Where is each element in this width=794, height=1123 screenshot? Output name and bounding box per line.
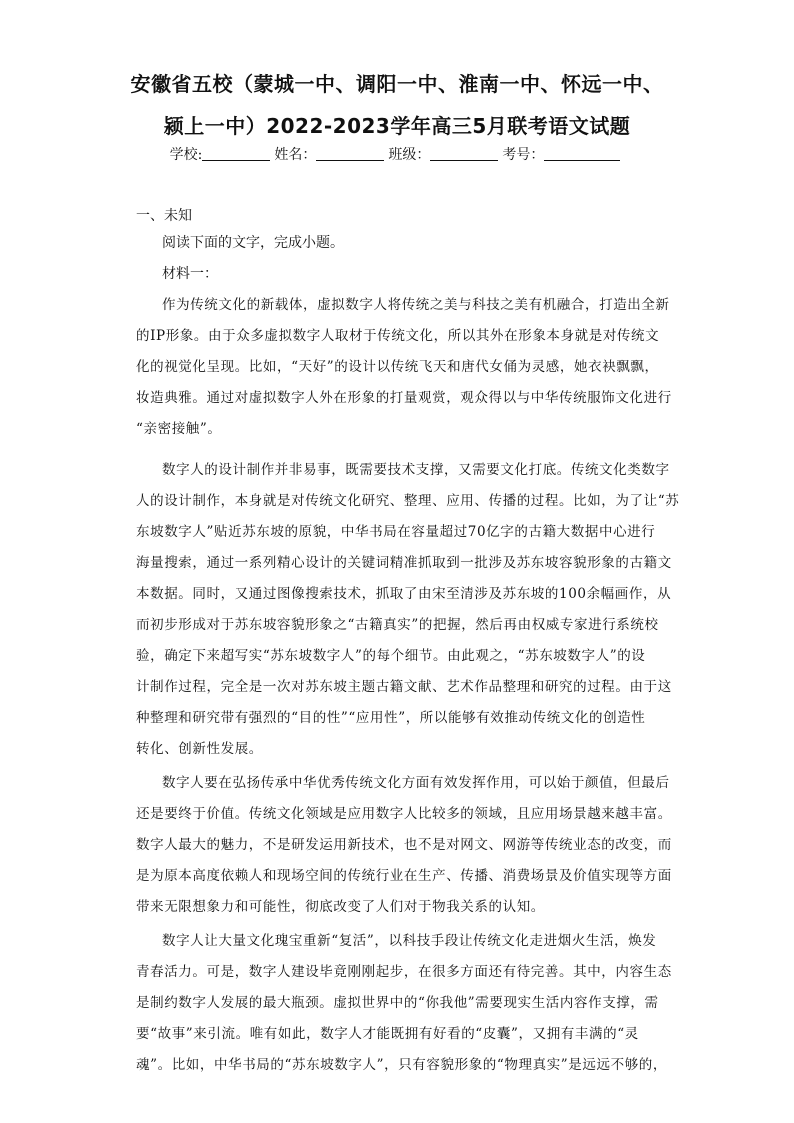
passage-line: 验，确定下来超写实“苏东坡数字人”的每个细节。由此观之，“苏东坡数字人”的设 xyxy=(136,648,646,664)
exam-no-label: 考号： xyxy=(502,147,545,163)
passage-line: 种整理和研究带有强烈的“目的性”“应用性”，所以能够有效推动传统文化的创造性 xyxy=(136,710,646,726)
passage-line: 数字人要在弘扬传承中华优秀传统文化方面有效发挥作用，可以始于颜值，但最后 xyxy=(162,775,670,791)
name-label: 姓名： xyxy=(274,147,317,163)
passage-line: 是制约数字人发展的最大瓶颈。虚拟世界中的“你我他”需要现实生活内容作支撑，需 xyxy=(136,995,659,1011)
passage-line: 而初步形成对于苏东坡容貌形象之“古籍真实”的把握，然后再由权威专家进行系统校 xyxy=(136,617,659,633)
passage-line: 作为传统文化的新载体，虚拟数字人将传统之美与科技之美有机融合，打造出全新 xyxy=(162,297,670,313)
passage-line: 东坡数字人”贴近苏东坡的原貌，中华书局在容量超过70亿字的古籍大数据中心进行 xyxy=(136,524,656,540)
passage-line: 是为原本高度依赖人和现场空间的传统行业在生产、传播、消费场景及价值实现等方面 xyxy=(136,868,672,884)
passage-line: 人的设计制作，本身就是对传统文化研究、整理、应用、传播的过程。比如，为了让“苏 xyxy=(136,493,680,509)
school-blank[interactable] xyxy=(202,146,270,161)
passage-line: 数字人的设计制作并非易事，既需要技术支撑，又需要文化打底。传统文化类数字 xyxy=(162,462,670,478)
instruction-text: 阅读下面的文字，完成小题。 xyxy=(162,235,344,251)
section-heading: 一、未知 xyxy=(136,208,192,224)
passage-line: 带来无限想象力和可能性，彻底改变了人们对于物我关系的认知。 xyxy=(136,899,545,915)
school-label: 学校: xyxy=(169,147,203,163)
name-blank[interactable] xyxy=(316,146,384,161)
passage-line: 海量搜索，通过一系列精心设计的关键词精准抓取到一批涉及苏东坡容貌形象的古籍文 xyxy=(136,555,672,571)
passage-line: 数字人让大量文化瑰宝重新“复活”，以科技手段让传统文化走进烟火生活，焕发 xyxy=(162,933,657,949)
passage-line: 计制作过程，完全是一次对苏东坡主题古籍文献、艺术作品整理和研究的过程。由于这 xyxy=(136,679,672,695)
material-label: 材料一： xyxy=(162,266,218,282)
student-info-row xyxy=(0,144,794,164)
passage-line: 青春活力。可是，数字人建设毕竟刚刚起步，在很多方面还有待完善。其中，内容生态 xyxy=(136,964,672,980)
passage-line: 的IP形象。由于众多虚拟数字人取材于传统文化，所以其外在形象本身就是对传统文 xyxy=(136,328,660,344)
exam-no-blank[interactable] xyxy=(544,146,620,161)
passage-line: 妆造典雅。通过对虚拟数字人外在形象的打量观赏，观众得以与中华传统服饰文化进行 xyxy=(136,390,672,406)
exam-title-line-1: 安徽省五校（蒙城一中、调阳一中、淮南一中、怀远一中、 xyxy=(130,72,664,96)
passage-line: 数字人最大的魅力，不是研发运用新技术，也不是对网文、网游等传统业态的改变，而 xyxy=(136,837,672,853)
passage-line: 转化、创新性发展。 xyxy=(136,741,263,757)
passage-line: 要“故事”来引流。唯有如此，数字人才能既拥有好看的“皮囊”，又拥有丰满的“灵 xyxy=(136,1026,639,1042)
passage-line: 化的视觉化呈现。比如，“天好”的设计以传统飞天和唐代女俑为灵感，她衣袂飘飘， xyxy=(136,359,659,375)
exam-title-line-2: 颍上一中）2022-2023学年高三5月联考语文试题 xyxy=(163,114,631,138)
class-blank[interactable] xyxy=(430,146,498,161)
passage-line: 魂”。比如，中华书局的“苏东坡数字人”，只有容貌形象的“物理真实”是远远不够的， xyxy=(136,1057,668,1073)
class-label: 班级： xyxy=(388,147,431,163)
passage-line: 本数据。同时，又通过图像搜索技术，抓取了由宋至清涉及苏东坡的100余幅画作，从 xyxy=(136,586,672,602)
passage-line: 还是要终于价值。传统文化领域是应用数字人比较多的领域，且应用场景越来越丰富。 xyxy=(136,806,672,822)
passage-line: “亲密接触”。 xyxy=(136,421,222,437)
